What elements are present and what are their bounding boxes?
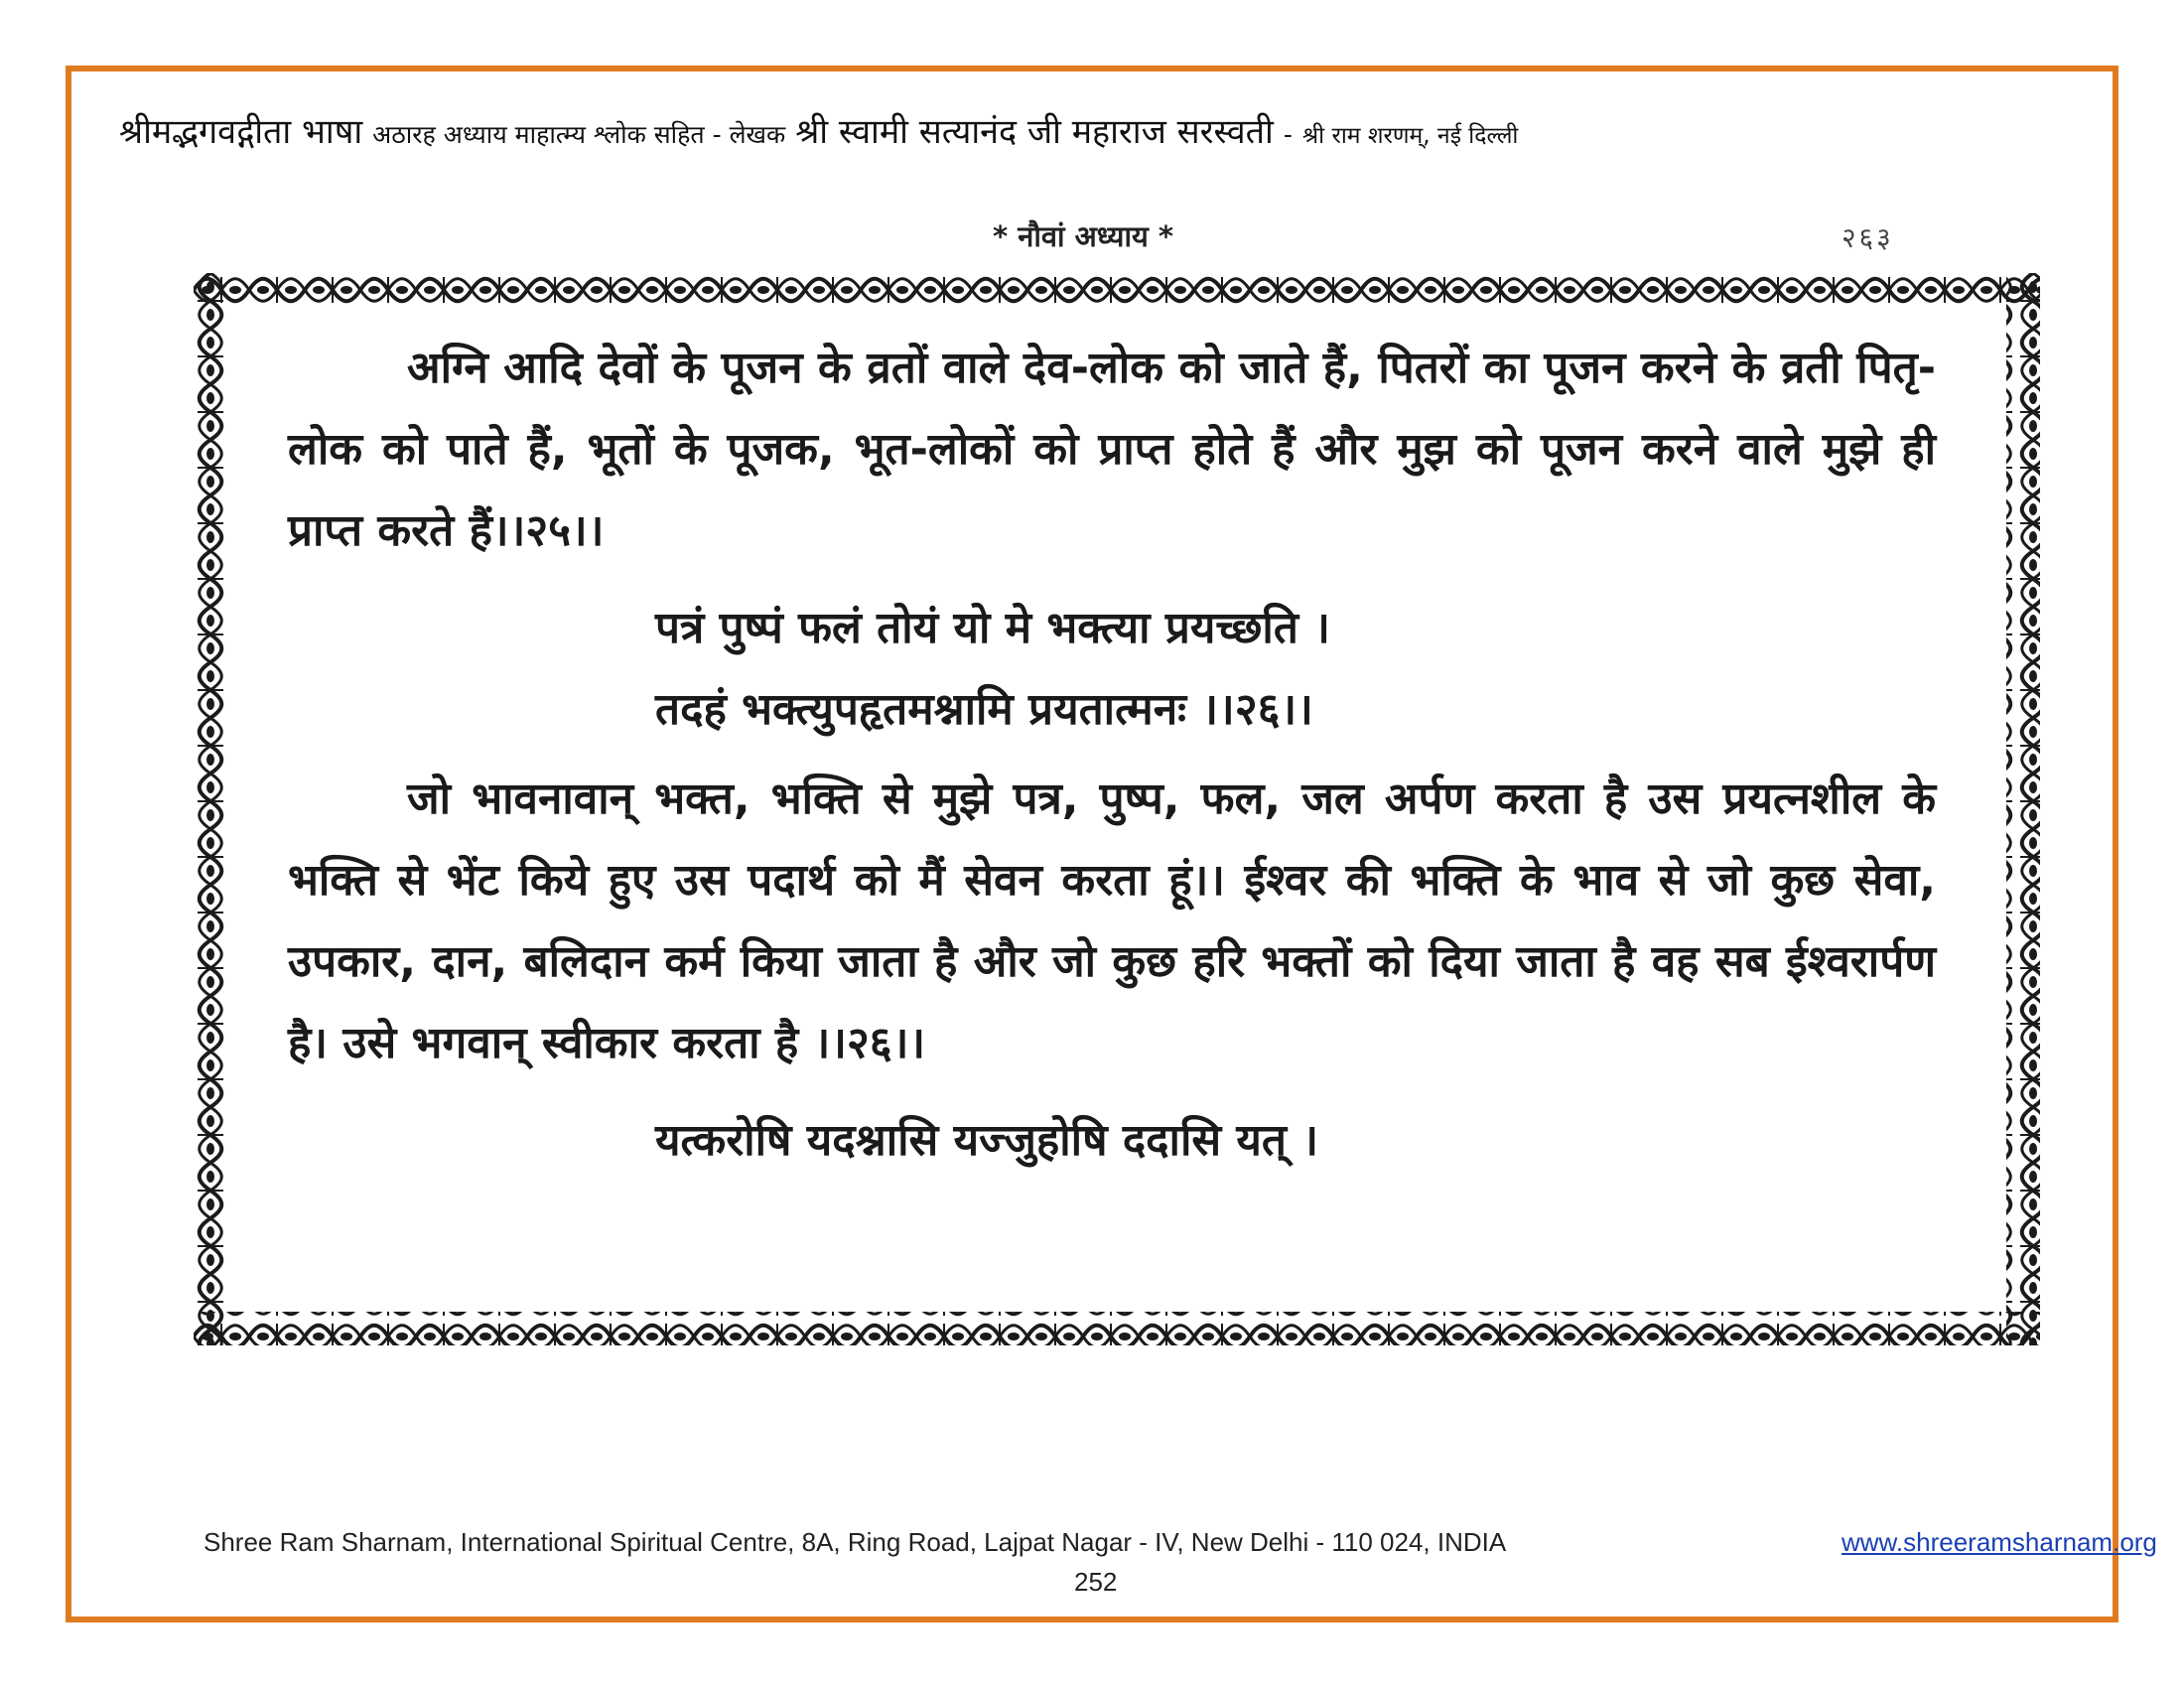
commentary-paragraph-26: जो भावनावान् भक्त, भक्ति से मुझे पत्र, पुष्प, फल, जल अर्पण करता है उस प्रयत्नशील के भक्ति से भेंट किये हुए उस पदार्थ को मैं सेवन करता हूं।। ईश्वर की भक्ति के भाव से जो कुछ सेवा, उपकार, दान, बलिदान कर्म किया जाता है और जो कुछ हरि भक्तों को दिया जाता है वह सब ईश्वरार्पण है। उसे भगवान् स्वीकार करता है ।।२६।। (288, 774, 1936, 1068)
sloka-26 (288, 588, 1936, 751)
scanned-page-number: २६३ (1842, 221, 1894, 254)
scanned-page-header (0, 216, 2184, 256)
document-header (119, 107, 2065, 153)
chapter-title: * नौवां अध्याय * (993, 219, 1174, 253)
sloka-26-line-1: पत्रं पुष्पं फलं तोयं यो मे भक्त्या प्रयच्छति । (655, 603, 1330, 653)
footer-address-line (204, 1527, 2157, 1558)
sloka-26-line-2: तदहं भक्त्युपहृतमश्नामि प्रयतात्मनः ।।२६।। (655, 684, 1313, 735)
sloka-27-line-1: यत्करोषि यदश्नासि यज्जुहोषि ददासि यत् । (655, 1115, 1318, 1166)
header-publisher: श्री राम शरणम्, नई दिल्ली (1301, 123, 1519, 149)
website-link[interactable]: www.shreeramsharnam.org (1842, 1527, 2157, 1557)
header-author: श्री स्वामी सत्यानंद जी महाराज सरस्वती (795, 112, 1274, 152)
commentary-paragraph-25: अग्नि आदि देवों के पूजन के व्रतों वाले देव-लोक को जाते हैं, पितरों का पूजन करने के व्रती पितृ-लोक को पाते हैं, भूतों के पूजक, भूत-लोकों को प्राप्त होते हैं और मुझ को पूजन करने वाले मुझे ही प्राप्त करते हैं।।२५।। (288, 343, 1936, 556)
header-separator: - (1283, 120, 1293, 149)
header-title: श्रीमद्भगवद्गीता भाषा (119, 112, 363, 152)
footer-page-number: 252 (1074, 1567, 1118, 1597)
sloka-27 (288, 1100, 1936, 1182)
footer-address: Shree Ram Sharnam, International Spiritual Centre, 8A, Ring Road, Lajpat Nagar - IV, New Delhi - 110 024, INDIA (204, 1527, 1507, 1557)
chapter-text-body (288, 328, 1936, 1190)
header-subtitle: अठारह अध्याय माहात्म्य श्लोक सहित - लेखक (372, 120, 786, 149)
